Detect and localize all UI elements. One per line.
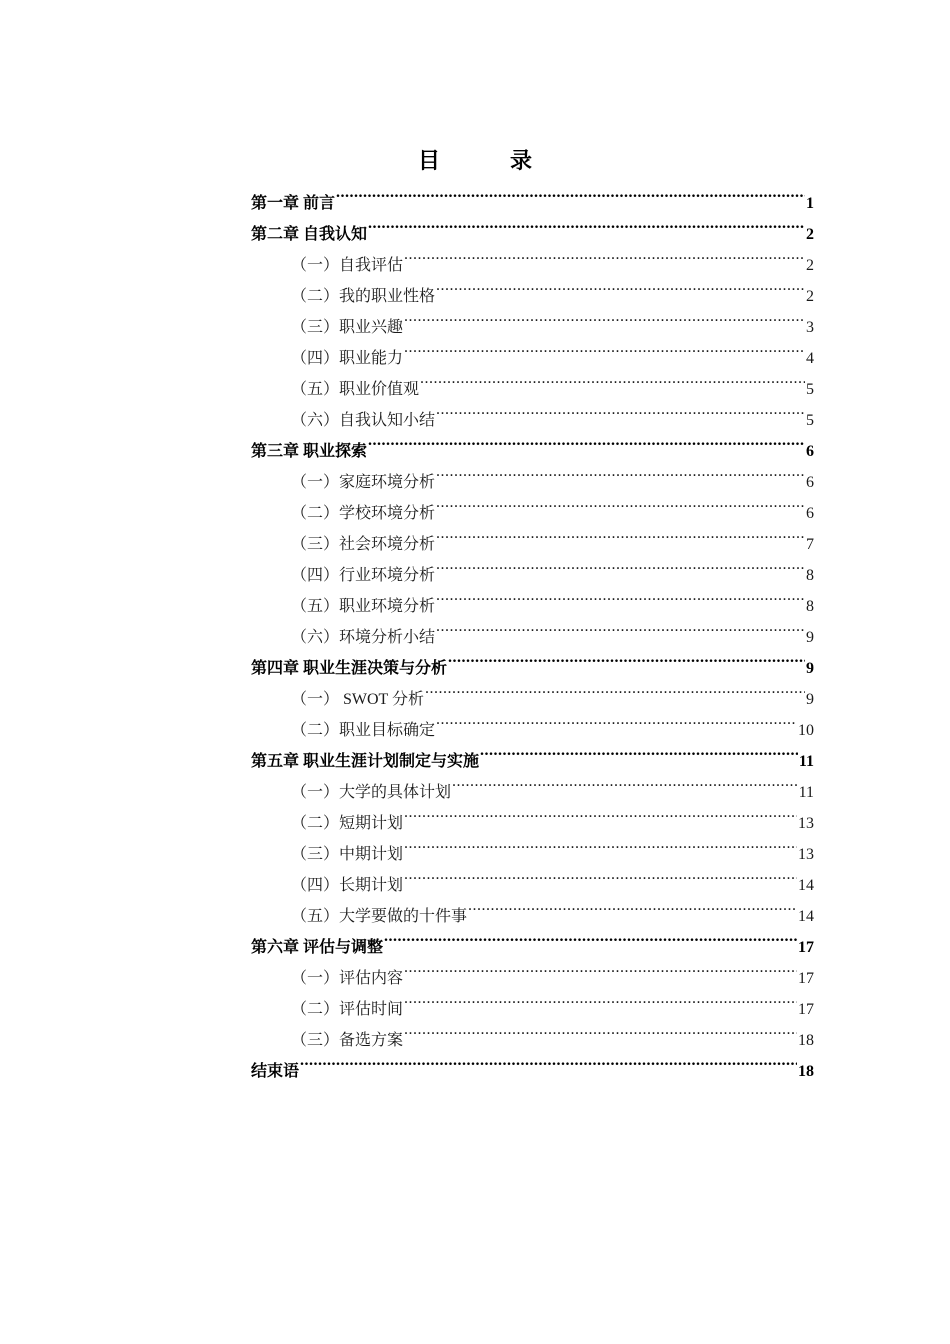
toc-entry-label: （五）大学要做的十件事 bbox=[291, 908, 468, 925]
toc-page-number: 2 bbox=[806, 226, 814, 243]
toc-entry-label: 第四章 职业生涯决策与分析 bbox=[251, 660, 448, 677]
toc-page-number: 17 bbox=[798, 1001, 814, 1018]
toc-page-number: 18 bbox=[798, 1063, 814, 1080]
toc-page-number: 1 bbox=[806, 195, 814, 212]
toc-dot-leader bbox=[368, 208, 805, 239]
toc-entry-label: （五）职业环境分析 bbox=[291, 598, 436, 615]
toc-entry-label: （二）评估时间 bbox=[291, 1001, 404, 1018]
toc-page-number: 11 bbox=[798, 753, 814, 770]
toc-page-number: 8 bbox=[806, 598, 814, 615]
toc-dot-leader bbox=[420, 363, 805, 394]
toc-entry-label: （六）环境分析小结 bbox=[291, 629, 436, 646]
toc-dot-leader bbox=[404, 797, 797, 828]
toc-page-number: 7 bbox=[806, 536, 814, 553]
toc-dot-leader bbox=[436, 394, 805, 425]
toc-entry-label: （四）职业能力 bbox=[291, 350, 404, 367]
toc-dot-leader bbox=[436, 580, 805, 611]
toc-page-number: 9 bbox=[806, 629, 814, 646]
toc-dot-leader bbox=[300, 1045, 797, 1076]
toc-dot-leader bbox=[452, 766, 798, 797]
toc-dot-leader bbox=[436, 270, 805, 301]
toc-entry-label: 第一章 前言 bbox=[251, 195, 336, 212]
toc-entry-label: （五）职业价值观 bbox=[291, 381, 420, 398]
toc-page-number: 11 bbox=[798, 784, 814, 801]
toc-entry-label: （三）中期计划 bbox=[291, 846, 404, 863]
toc-page-number: 8 bbox=[806, 567, 814, 584]
toc-entry-label: （四）行业环境分析 bbox=[291, 567, 436, 584]
toc-page-number: 13 bbox=[798, 815, 814, 832]
toc-dot-leader bbox=[368, 425, 805, 456]
toc-entry-label: 第三章 职业探索 bbox=[251, 443, 368, 460]
toc-dot-leader bbox=[480, 735, 798, 766]
toc-dot-leader bbox=[425, 673, 805, 704]
toc-entry-label: 第五章 职业生涯计划制定与实施 bbox=[251, 753, 480, 770]
toc-page-number: 4 bbox=[806, 350, 814, 367]
toc-entry-label: （四）长期计划 bbox=[291, 877, 404, 894]
toc-page-number: 6 bbox=[806, 474, 814, 491]
toc-page-number: 17 bbox=[798, 939, 814, 956]
toc-page-number: 9 bbox=[806, 660, 814, 677]
toc-dot-leader bbox=[336, 177, 805, 208]
toc-dot-leader bbox=[436, 611, 805, 642]
toc-entry-label: 结束语 bbox=[251, 1063, 300, 1080]
toc-entry-label: （二）学校环境分析 bbox=[291, 505, 436, 522]
toc-dot-leader bbox=[436, 704, 797, 735]
toc-page-number: 10 bbox=[798, 722, 814, 739]
toc-entry-label: （一）评估内容 bbox=[291, 970, 404, 987]
toc-page-number: 14 bbox=[798, 908, 814, 925]
toc-page-number: 6 bbox=[806, 443, 814, 460]
toc-page-number: 17 bbox=[798, 970, 814, 987]
toc-dot-leader bbox=[384, 921, 797, 952]
toc-entry-label: 第六章 评估与调整 bbox=[251, 939, 384, 956]
toc-dot-leader bbox=[436, 487, 805, 518]
toc-entry-label: （一）自我评估 bbox=[291, 257, 404, 274]
toc-entry-label: （一）家庭环境分析 bbox=[291, 474, 436, 491]
toc-dot-leader bbox=[404, 983, 797, 1014]
toc-dot-leader bbox=[404, 859, 797, 890]
toc-dot-leader bbox=[436, 518, 805, 549]
toc-page-number: 5 bbox=[806, 412, 814, 429]
toc-dot-leader bbox=[404, 1014, 797, 1045]
toc-entry-label: （三）备选方案 bbox=[291, 1032, 404, 1049]
toc-chapter-entry[interactable] bbox=[251, 208, 814, 243]
toc-entry-label: （三）职业兴趣 bbox=[291, 319, 404, 336]
toc-dot-leader bbox=[404, 301, 805, 332]
toc-page-number: 18 bbox=[798, 1032, 814, 1049]
toc-dot-leader bbox=[448, 642, 805, 673]
toc-entry-label: （三）社会环境分析 bbox=[291, 536, 436, 553]
toc-chapter-entry[interactable] bbox=[251, 1045, 814, 1080]
toc-page-number: 2 bbox=[806, 257, 814, 274]
toc-entry-label: （一） SWOT 分析 bbox=[291, 691, 425, 708]
toc-entry-label: （二）短期计划 bbox=[291, 815, 404, 832]
toc-dot-leader bbox=[404, 332, 805, 363]
toc-dot-leader bbox=[404, 828, 797, 859]
toc-dot-leader bbox=[404, 952, 797, 983]
toc-page-number: 6 bbox=[806, 505, 814, 522]
toc-page-number: 3 bbox=[806, 319, 814, 336]
toc-entry-label: （六）自我认知小结 bbox=[291, 412, 436, 429]
toc-page-number: 5 bbox=[806, 381, 814, 398]
table-of-contents bbox=[251, 177, 814, 1080]
toc-entry-label: （一）大学的具体计划 bbox=[291, 784, 452, 801]
page-title: 目 录 bbox=[417, 148, 556, 173]
toc-page-number: 13 bbox=[798, 846, 814, 863]
toc-dot-leader bbox=[468, 890, 797, 921]
toc-entry-label: （二）我的职业性格 bbox=[291, 288, 436, 305]
toc-dot-leader bbox=[436, 456, 805, 487]
toc-entry-label: 第二章 自我认知 bbox=[251, 226, 368, 243]
toc-dot-leader bbox=[436, 549, 805, 580]
toc-page-number: 9 bbox=[806, 691, 814, 708]
toc-page-number: 14 bbox=[798, 877, 814, 894]
toc-entry-label: （二）职业目标确定 bbox=[291, 722, 436, 739]
toc-dot-leader bbox=[404, 239, 805, 270]
toc-chapter-entry[interactable] bbox=[251, 177, 814, 212]
toc-page-number: 2 bbox=[806, 288, 814, 305]
